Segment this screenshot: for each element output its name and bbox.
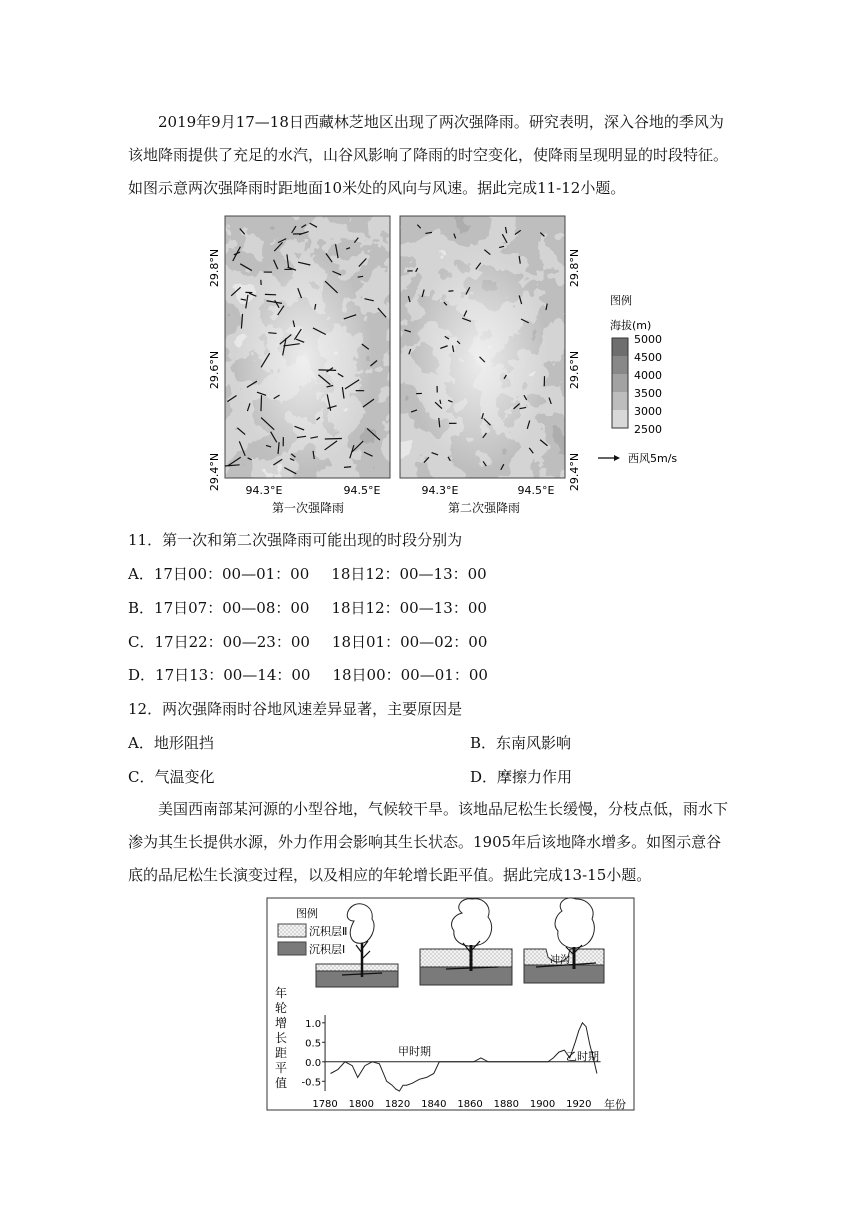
wind-arrow [268, 333, 276, 334]
x-tick-label: 1860 [457, 1099, 483, 1110]
wind-arrow [325, 438, 342, 439]
intro-paragraph-2: 美国西南部某河源的小型谷地，气候较干旱。该地品尼松生长缓慢，分枝点低，雨水下渗为其生长提供水源，外力作用会影响其生长状态。1905年后该地降水增多。如图示意谷底的品尼松生长演变过程，以及相应的年轮增长距平值。据此完成13-15小题。 [128, 800, 729, 884]
legend-layer-1: 沉积层Ⅰ [309, 943, 346, 956]
q11-stem: 11．第一次和第二次强降雨可能出现的时段分别为 [128, 531, 463, 549]
q11-option-d: D．17日13：00—14：00 18日00：00—01：00 [128, 666, 488, 684]
x-tick-label: 1820 [384, 1099, 411, 1110]
y-tick-label: 0.0 [305, 1057, 322, 1069]
q12-option-d: D．摩擦力作用 [470, 768, 573, 786]
q12-option-c: C．气温变化 [128, 768, 215, 786]
y-tick-label: -0.5 [301, 1077, 322, 1089]
q11-option-c: C．17日22：00—23：00 18日01：00—02：00 [128, 633, 488, 651]
lat-label-right-3: 29.4°N [568, 452, 581, 492]
map-panel-2 [400, 216, 565, 478]
map-panel-1 [225, 216, 390, 478]
lon-label-1-b: 94.5°E [343, 484, 381, 497]
intro-paragraph-1: 2019年9月17—18日西藏林芝地区出现了两次强降雨。研究表明，深入谷地的季风为该地降雨提供了充足的水汽，山谷风影响了降雨的时空变化，使降雨呈现明显的时段特征。如图示意两次强降雨时距地面10米处的风向与风速。据此完成11-12小题。 [128, 113, 729, 197]
lat-label-left-3: 29.4°N [208, 452, 221, 492]
legend-layer-2: 沉积层Ⅱ [309, 925, 348, 938]
lat-label-left-2: 29.6°N [208, 350, 221, 390]
x-tick-label: 1920 [566, 1099, 592, 1110]
lon-label-1-a: 94.3°E [245, 484, 283, 497]
wind-arrow [344, 467, 351, 468]
x-tick-label: 1840 [421, 1099, 447, 1110]
x-tick-label: 1900 [529, 1099, 556, 1110]
elevation-legend [598, 293, 677, 465]
wind-arrow [261, 395, 262, 411]
legend-value-4000: 4000 [634, 369, 662, 382]
wind-arrow [318, 370, 336, 371]
x-tick-label: 1800 [348, 1099, 375, 1110]
lat-label-right-1: 29.8°N [568, 248, 581, 288]
legend-value-4500: 4500 [634, 351, 662, 364]
caption-first-rainstorm: 第一次强降雨 [271, 501, 345, 515]
q12-option-b: B．东南风影响 [470, 734, 572, 752]
lon-label-2-b: 94.5°E [517, 484, 555, 497]
wind-arrow [449, 291, 454, 292]
y-tick-label: 1.0 [305, 1018, 322, 1030]
wind-map-figure [200, 210, 700, 522]
period-a-label: 甲时期 [398, 1045, 431, 1058]
period-b-label: 乙时期 [566, 1050, 599, 1063]
x-tick-label: 1780 [312, 1099, 338, 1110]
legend-value-2500: 2500 [634, 423, 662, 436]
gully-label: 冲沟 [550, 955, 570, 966]
q11-option-b: B．17日07：00—08：00 18日12：00—13：00 [128, 599, 487, 617]
caption-second-rainstorm: 第二次强降雨 [447, 501, 521, 515]
lat-label-left-1: 29.8°N [208, 248, 221, 288]
q11-option-a: A．17日00：00—01：00 18日12：00—13：00 [128, 565, 487, 583]
legend-title: 图例 [610, 294, 632, 307]
pine-tree-figure [266, 897, 636, 1113]
q12-stem: 12．两次强降雨时谷地风速差异显著，主要原因是 [128, 700, 463, 718]
wind-scale-label: 西风5m/s [628, 452, 678, 465]
q12-option-a: A．地形阻挡 [128, 734, 214, 752]
legend-value-3500: 3500 [634, 387, 662, 400]
x-tick-label: 1880 [493, 1099, 520, 1110]
lon-label-2-a: 94.3°E [421, 484, 459, 497]
y-tick-label: 0.5 [305, 1038, 322, 1050]
legend-subtitle: 海拔(m) [610, 319, 652, 332]
lat-label-right-2: 29.6°N [568, 350, 581, 390]
tree-legend-title: 图例 [296, 907, 318, 920]
legend-value-3000: 3000 [634, 405, 662, 418]
legend-value-5000: 5000 [634, 333, 662, 346]
chart-x-label: 年份 [604, 1098, 626, 1111]
chart-y-label: 年轮增长距平值 [274, 986, 288, 1090]
